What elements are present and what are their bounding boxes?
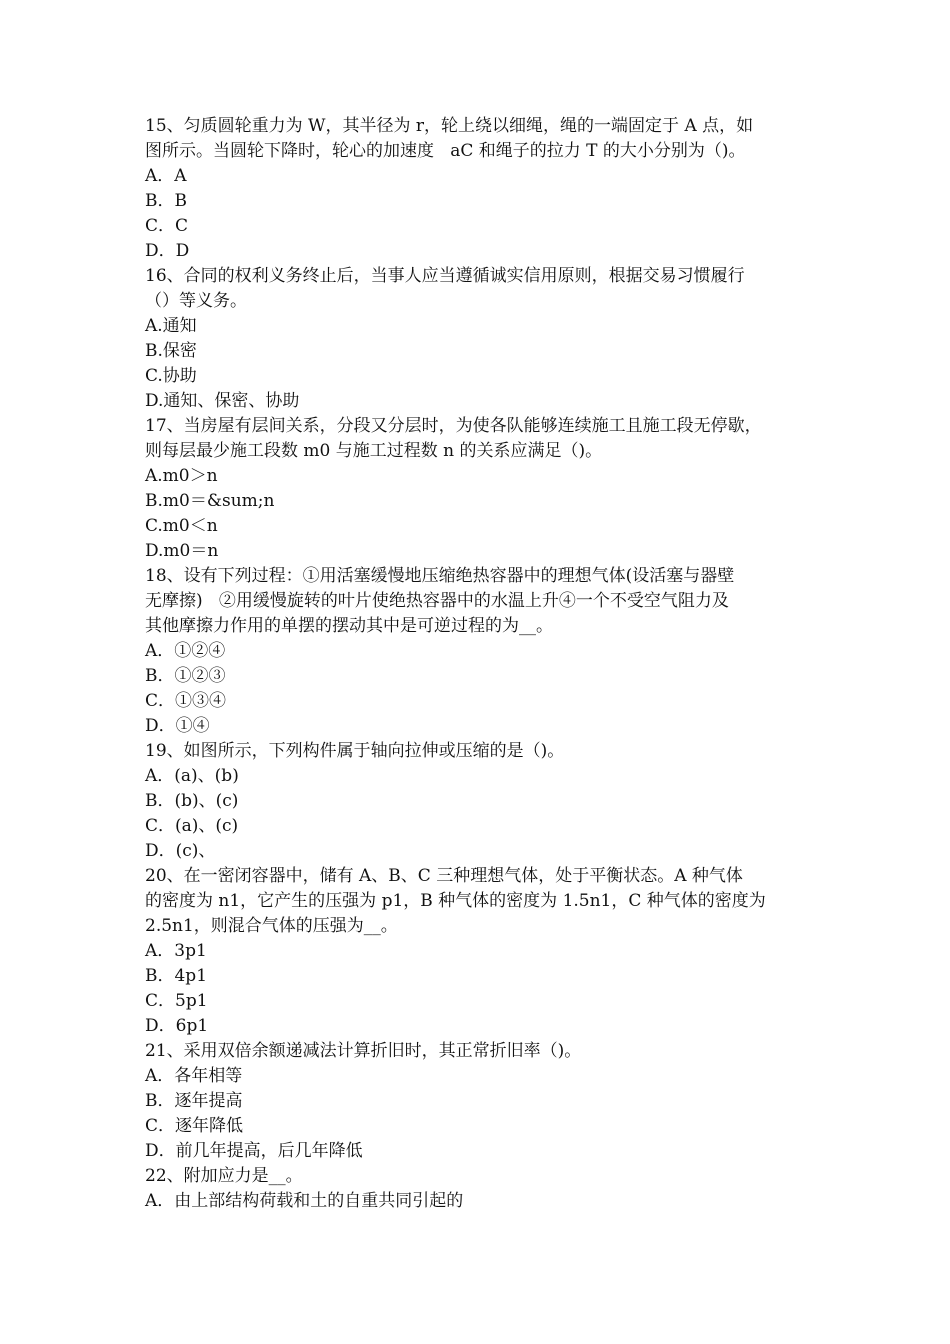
document-body — [145, 114, 810, 1214]
text-line: 无摩擦) ②用缓慢旋转的叶片使绝热容器中的水温上升④一个不受空气阻力及 — [145, 591, 729, 611]
text-line: 则每层最少施工段数 m0 与施工过程数 n 的关系应满足（)。 — [145, 441, 603, 461]
text-line: B.m0＝&sum;n — [145, 491, 275, 511]
text-line: A．①②④ — [145, 641, 226, 661]
text-line: A．(a)、(b) — [145, 766, 239, 786]
text-line: B．B — [145, 191, 187, 211]
text-line: D．前几年提高，后几年降低 — [145, 1141, 363, 1161]
text-line: 19、如图所示，下列构件属于轴向拉伸或压缩的是（)。 — [145, 741, 565, 761]
text-line: A．3p1 — [145, 941, 207, 961]
text-line: B．逐年提高 — [145, 1091, 243, 1111]
text-line: 的密度为 n1，它产生的压强为 p1，B 种气体的密度为 1.5n1，C 种气体的密度为 — [145, 891, 766, 911]
text-line: A.通知 — [145, 316, 197, 336]
text-line: 17、当房屋有层间关系，分段又分层时，为使各队能够连续施工且施工段无停歇， — [145, 416, 762, 436]
text-line: C.协助 — [145, 366, 197, 386]
text-line: D．(c)、 — [145, 841, 216, 861]
text-line: 15、匀质圆轮重力为 W，其半径为 r，轮上绕以细绳，绳的一端固定于 A 点，如 — [145, 116, 754, 136]
text-line: 20、在一密闭容器中，储有 A、B、C 三种理想气体，处于平衡状态。A 种气体 — [145, 866, 743, 886]
text-line: C．①③④ — [145, 691, 227, 711]
text-line: C.m0＜n — [145, 516, 218, 536]
text-line: A.m0＞n — [145, 466, 218, 486]
text-line: B.保密 — [145, 341, 197, 361]
text-line: C．C — [145, 216, 189, 236]
text-line: A．由上部结构荷载和土的自重共同引起的 — [145, 1191, 464, 1211]
text-line: C．(a)、(c) — [145, 816, 239, 836]
text-line: 21、采用双倍余额递减法计算折旧时，其正常折旧率（)。 — [145, 1041, 582, 1061]
text-line: 2.5n1，则混合气体的压强为__。 — [145, 916, 398, 936]
text-line: C．5p1 — [145, 991, 208, 1011]
text-line: （）等义务。 — [145, 291, 247, 311]
text-line: A．各年相等 — [145, 1066, 243, 1086]
text-line: 图所示。当圆轮下降时，轮心的加速度 aC 和绳子的拉力 T 的大小分别为（)。 — [145, 141, 746, 161]
text-line: D．6p1 — [145, 1016, 209, 1036]
text-line: B．4p1 — [145, 966, 208, 986]
text-line: D.m0＝n — [145, 541, 219, 561]
text-line: A．A — [145, 166, 187, 186]
text-line: C．逐年降低 — [145, 1116, 244, 1136]
text-line: 18、设有下列过程：①用活塞缓慢地压缩绝热容器中的理想气体(设活塞与器壁 — [145, 566, 735, 586]
text-line: B．(b)、(c) — [145, 791, 239, 811]
text-line: 其他摩擦力作用的单摆的摆动其中是可逆过程的为__。 — [145, 616, 553, 636]
text-line: D.通知、保密、协助 — [145, 391, 300, 411]
text-line: D．①④ — [145, 716, 210, 736]
text-line: 16、合同的权利义务终止后，当事人应当遵循诚实信用原则，根据交易习惯履行 — [145, 266, 745, 286]
text-line: 22、附加应力是__。 — [145, 1166, 303, 1186]
text-line: D．D — [145, 241, 190, 261]
text-line: B．①②③ — [145, 666, 226, 686]
